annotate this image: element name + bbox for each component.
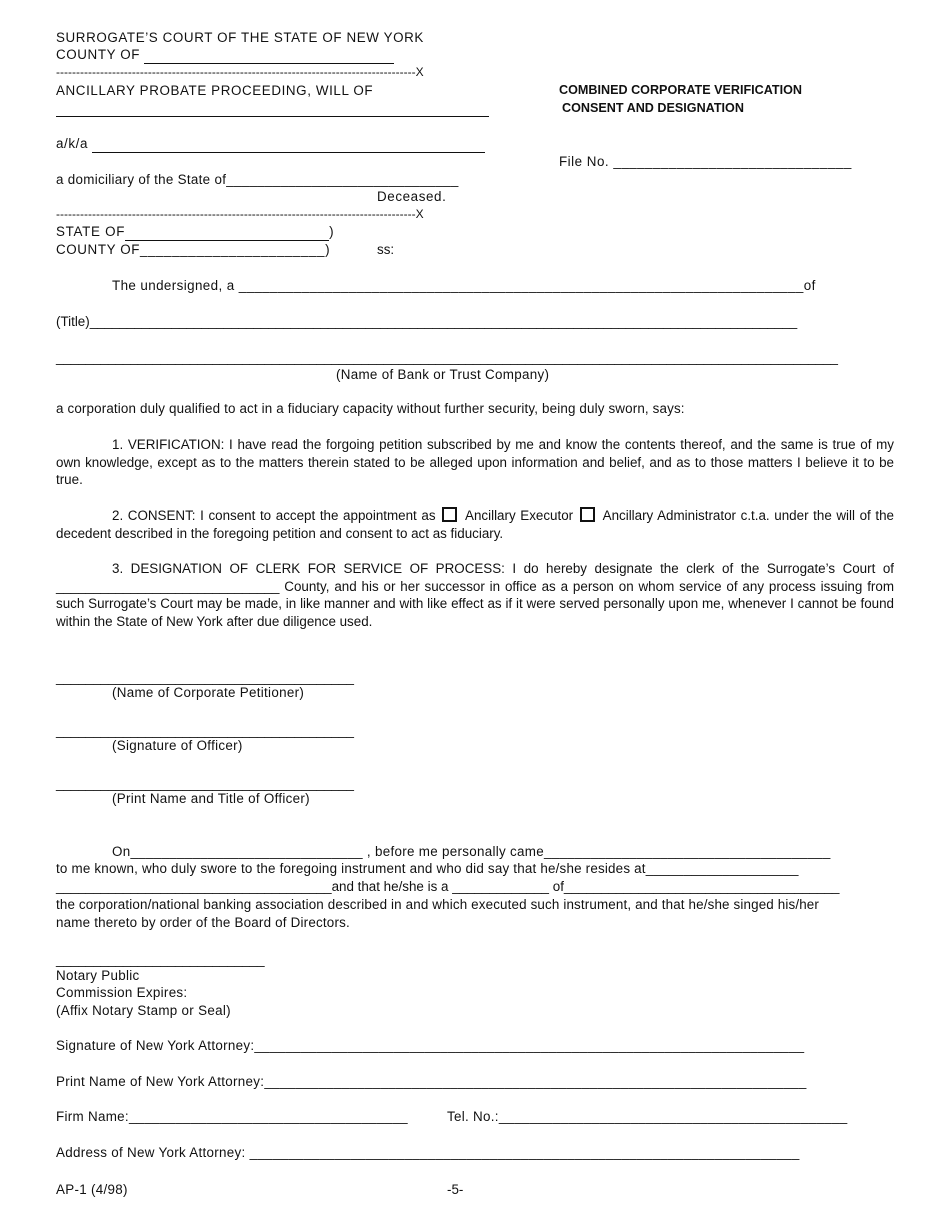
ack-residence-field-2[interactable]: _____________________________________ bbox=[56, 879, 332, 894]
dash-separator-top: ------------------------------------------------------------------------------------------X bbox=[56, 65, 424, 79]
county-line bbox=[56, 46, 394, 64]
page-number: -5- bbox=[447, 1182, 464, 1197]
deceased-label: Deceased. bbox=[377, 189, 447, 204]
file-no-field[interactable]: ______________________________ bbox=[613, 154, 852, 169]
officer-name-line[interactable]: ________________________________________ bbox=[56, 776, 354, 791]
officer-signature-caption: (Signature of Officer) bbox=[112, 738, 243, 753]
bank-caption: (Name of Bank or Trust Company) bbox=[336, 367, 550, 382]
tel-line bbox=[447, 1108, 847, 1125]
state-of-line bbox=[56, 223, 334, 241]
firm-field[interactable]: ____________________________________ bbox=[128, 1109, 408, 1124]
county-field[interactable] bbox=[144, 46, 394, 64]
consent-suffix: under the will of the decedent described in the foregoing petition and consent to act as fiduciary. bbox=[56, 508, 894, 541]
verification-clause bbox=[56, 436, 894, 489]
domiciliary-label: a domiciliary of the State of bbox=[56, 172, 227, 187]
domiciliary-field[interactable]: ______________________________ bbox=[226, 172, 459, 187]
sworn-statement: a corporation duly qualified to act in a fiduciary capacity without further security, being duly sworn, says: bbox=[56, 401, 685, 416]
form-title-line-2: CONSENT AND DESIGNATION bbox=[562, 101, 744, 115]
administrator-checkbox[interactable] bbox=[580, 507, 595, 522]
came-label: , before me personally came bbox=[366, 844, 544, 859]
ss-label: ss: bbox=[377, 242, 395, 257]
aka-line bbox=[56, 135, 485, 153]
title-line bbox=[56, 313, 797, 330]
aka-label: a/k/a bbox=[56, 136, 89, 151]
form-code: AP-1 (4/98) bbox=[56, 1182, 128, 1197]
ack-org-field[interactable]: _____________________________________ bbox=[563, 879, 840, 894]
bank-field[interactable]: _________________________________________________________________________________________________________ bbox=[56, 350, 838, 365]
tel-label: Tel. No.: bbox=[447, 1109, 499, 1124]
petitioner-sign-line[interactable]: ________________________________________ bbox=[56, 670, 354, 685]
executor-checkbox[interactable] bbox=[442, 507, 457, 522]
state-paren: ) bbox=[329, 224, 335, 239]
notary-stamp-label: (Affix Notary Stamp or Seal) bbox=[56, 1003, 231, 1018]
tel-field[interactable]: _____________________________________________ bbox=[498, 1109, 848, 1124]
state-label: STATE OF bbox=[56, 224, 126, 239]
dash-separator-bottom: ------------------------------------------------------------------------------------------X bbox=[56, 207, 424, 221]
on-label: On bbox=[112, 844, 131, 859]
verification-text: 1. VERIFICATION: I have read the forgoing petition subscribed by me and know the contents thereof, and the same is true of my own knowledge, except as to the matters therein stated to be alleged upon information and belief, and as to those matters I believe it to be true. bbox=[56, 437, 894, 488]
attorney-print-field[interactable]: ______________________________________________________________________ bbox=[264, 1074, 807, 1089]
designation-text: 3. DESIGNATION OF CLERK FOR SERVICE OF PROCESS: I do hereby designate the clerk of the Surrogate’s Court of bbox=[112, 561, 894, 576]
of-label-2: of bbox=[552, 879, 564, 894]
ack-line-3 bbox=[56, 878, 839, 895]
file-no-line bbox=[559, 153, 852, 170]
address-label: Address of New York Attorney: bbox=[56, 1145, 246, 1160]
designation-clause bbox=[56, 560, 894, 631]
venue-county-field[interactable]: _______________________) bbox=[140, 242, 331, 257]
ack-date-field[interactable]: ______________________________ bbox=[130, 844, 363, 859]
notary-label: Notary Public bbox=[56, 968, 140, 983]
domiciliary-line bbox=[56, 171, 459, 188]
petitioner-caption: (Name of Corporate Petitioner) bbox=[112, 685, 305, 700]
resides-label: to me known, who duly swore to the foregoing instrument and who did say that he/she resides at bbox=[56, 861, 646, 876]
firm-label: Firm Name: bbox=[56, 1109, 129, 1124]
attorney-signature-line bbox=[56, 1037, 804, 1054]
designation-suffix: County, and his or her successor in office as a person on whom service of any process issuing from such Surrogate’s Court may be made, in like manner and with like effect as if it were served personally upon me, whenever I cannot be found within the State of New York after due diligence used. bbox=[56, 578, 894, 630]
attorney-print-label: Print Name of New York Attorney: bbox=[56, 1074, 265, 1089]
executor-label: Ancillary Executor bbox=[465, 508, 574, 523]
proceeding-title: ANCILLARY PROBATE PROCEEDING, WILL OF bbox=[56, 83, 374, 98]
form-title-line-1: COMBINED CORPORATE VERIFICATION bbox=[559, 83, 803, 97]
title-label: (Title) bbox=[56, 314, 90, 329]
ack-line-2 bbox=[56, 860, 799, 877]
undersigned-label: The undersigned, a bbox=[112, 278, 235, 293]
firm-line bbox=[56, 1108, 408, 1125]
ack-residence-field[interactable]: ____________________ bbox=[645, 861, 799, 876]
address-line bbox=[56, 1144, 800, 1161]
county-label: COUNTY OF bbox=[56, 47, 141, 62]
ack-line-4: the corporation/national banking association described in and which executed such instrument, and that he/she singed his/her bbox=[56, 897, 819, 912]
aka-field[interactable] bbox=[92, 135, 485, 153]
administrator-label: Ancillary Administrator c.t.a. bbox=[602, 508, 770, 523]
venue-county-label: COUNTY OF bbox=[56, 242, 141, 257]
consent-clause bbox=[56, 507, 894, 542]
consent-text: 2. CONSENT: I consent to accept the appointment as bbox=[112, 508, 436, 523]
role-label: and that he/she is a bbox=[331, 879, 449, 894]
of-label: of bbox=[803, 278, 816, 293]
will-of-field[interactable] bbox=[56, 116, 489, 117]
ack-line-5: name thereto by order of the Board of Directors. bbox=[56, 915, 350, 930]
officer-sign-line[interactable]: ________________________________________ bbox=[56, 723, 354, 738]
county-of-line bbox=[56, 241, 330, 258]
undersigned-field[interactable]: ________________________________________________________________________ bbox=[238, 278, 804, 293]
ack-role-field[interactable]: _____________ bbox=[452, 879, 550, 894]
address-field[interactable]: _______________________________________________________________________ bbox=[249, 1145, 800, 1160]
court-heading: SURROGATE’S COURT OF THE STATE OF NEW YORK bbox=[56, 30, 424, 45]
ack-person-field[interactable]: _____________________________________ bbox=[543, 844, 831, 859]
attorney-signature-field[interactable]: _______________________________________________________________________ bbox=[254, 1038, 805, 1053]
file-no-label: File No. bbox=[559, 154, 610, 169]
title-field[interactable]: _______________________________________________________________________________________________ bbox=[89, 314, 798, 329]
attorney-signature-label: Signature of New York Attorney: bbox=[56, 1038, 255, 1053]
officer-name-caption: (Print Name and Title of Officer) bbox=[112, 791, 310, 806]
state-field[interactable] bbox=[125, 223, 329, 241]
notary-sign-line[interactable]: ____________________________ bbox=[56, 952, 265, 967]
ack-line-1 bbox=[112, 843, 831, 860]
designation-county-field[interactable]: ______________________________ bbox=[56, 578, 280, 594]
attorney-print-line bbox=[56, 1073, 807, 1090]
undersigned-line bbox=[112, 277, 816, 294]
commission-label: Commission Expires: bbox=[56, 985, 188, 1000]
